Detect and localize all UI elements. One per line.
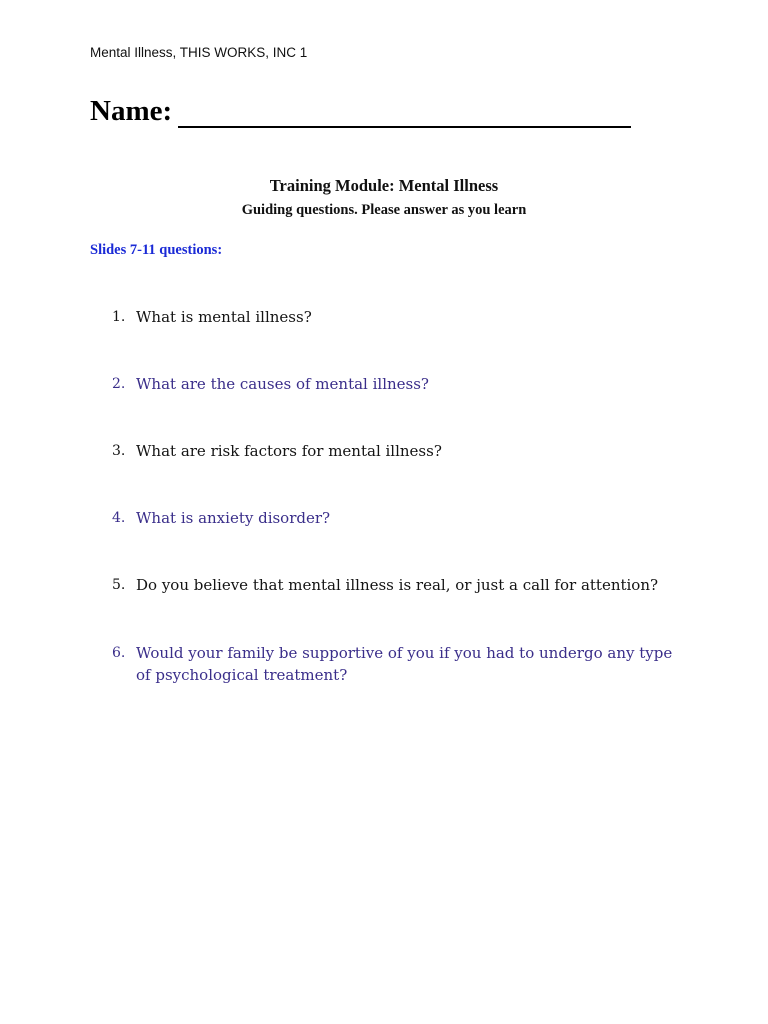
name-label: Name:	[90, 95, 173, 127]
running-header: Mental Illness, THIS WORKS, INC 1	[90, 45, 308, 60]
question-number: 6.	[112, 645, 126, 661]
question-number: 4.	[112, 510, 126, 526]
question-item-6	[112, 642, 682, 686]
question-item-4	[112, 507, 682, 529]
name-field-row	[90, 94, 631, 128]
question-text: What is mental illness?	[136, 308, 312, 326]
question-text: What is anxiety disorder?	[136, 509, 331, 527]
question-number: 2.	[112, 376, 126, 392]
module-title: Training Module: Mental Illness	[269, 176, 499, 195]
question-item-5	[112, 574, 682, 596]
question-item-3	[112, 440, 682, 462]
module-subtitle: Guiding questions. Please answer as you learn	[241, 202, 527, 218]
question-text: Would your family be supportive of you if you had to undergo any type of psychological treatment?	[136, 644, 673, 684]
question-number: 3.	[112, 443, 126, 459]
question-text: What are risk factors for mental illness?	[136, 442, 442, 460]
question-text: Do you believe that mental illness is real, or just a call for attention?	[136, 576, 659, 594]
question-item-2	[112, 373, 682, 395]
question-item-1	[112, 306, 682, 328]
question-number: 5.	[112, 577, 126, 593]
question-number: 1.	[112, 309, 126, 325]
name-blank-line[interactable]	[178, 96, 631, 128]
question-text: What are the causes of mental illness?	[136, 375, 429, 393]
section-label: Slides 7-11 questions:	[90, 242, 223, 258]
